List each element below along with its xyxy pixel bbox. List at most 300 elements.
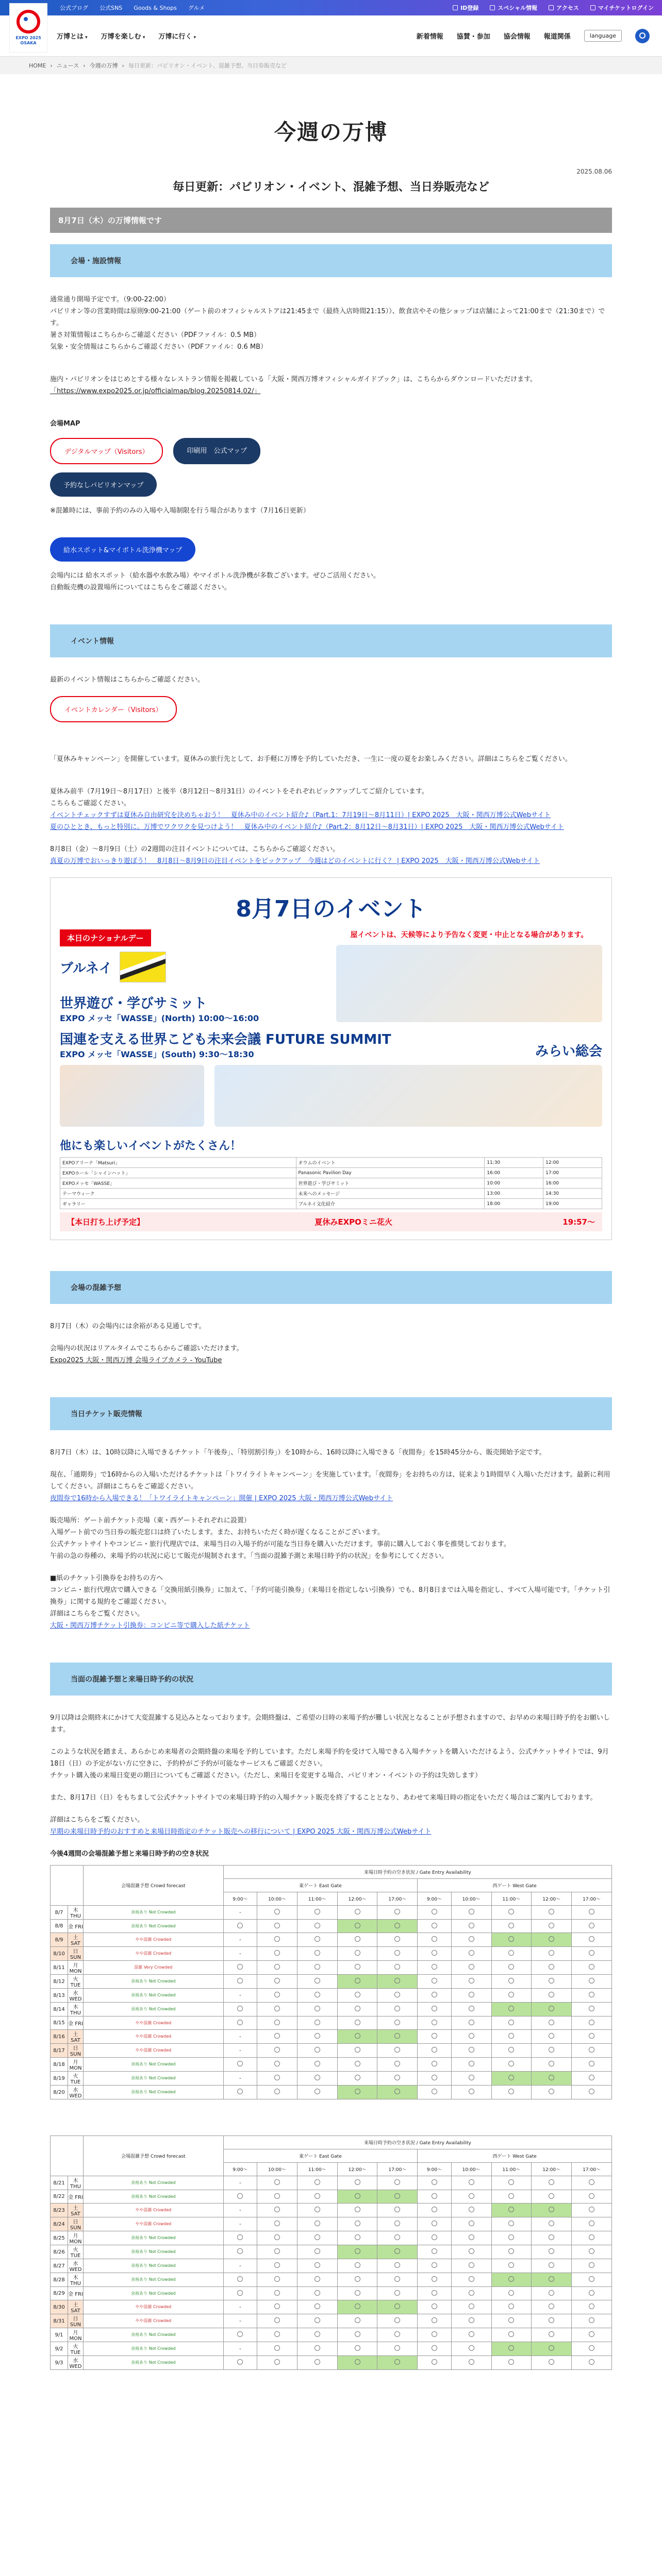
slot-cell[interactable] [418, 2003, 451, 2016]
breadcrumb-home[interactable]: HOME [29, 62, 46, 69]
slot-cell[interactable] [532, 1989, 572, 2003]
slot-cell[interactable] [337, 2030, 377, 2044]
slot-cell[interactable] [491, 2086, 532, 2099]
slot-cell[interactable] [418, 2044, 451, 2058]
slot-cell[interactable] [418, 1961, 451, 1975]
slot-cell[interactable] [337, 2217, 377, 2231]
slot-cell[interactable] [491, 2003, 532, 2016]
slot-cell[interactable] [418, 2245, 451, 2259]
slot-cell[interactable] [337, 2204, 377, 2217]
topbar-link-goods[interactable]: Goods & Shops [134, 4, 177, 11]
slot-cell[interactable] [337, 2273, 377, 2287]
slot-cell[interactable] [532, 2287, 572, 2300]
slot-cell[interactable] [491, 2204, 532, 2217]
slot-cell[interactable] [297, 2287, 337, 2300]
slot-cell[interactable] [491, 2342, 532, 2356]
slot-cell[interactable] [377, 2072, 418, 2086]
slot-cell[interactable] [377, 2030, 418, 2044]
slot-cell[interactable] [377, 2058, 418, 2072]
live-camera-link[interactable]: Expo2025 大阪・関西万博 会場ライブカメラ - YouTube [50, 1357, 222, 1364]
slot-cell[interactable] [451, 2328, 491, 2342]
slot-cell[interactable] [337, 2328, 377, 2342]
slot-cell[interactable] [297, 2058, 337, 2072]
nav-news[interactable]: 新着情報 [416, 33, 443, 41]
slot-cell[interactable] [451, 1989, 491, 2003]
digital-map-button[interactable]: デジタルマップ（Visitors） [50, 438, 163, 464]
slot-cell[interactable] [451, 2287, 491, 2300]
language-select[interactable]: language [584, 30, 622, 42]
slot-cell[interactable] [337, 1975, 377, 1989]
slot-cell[interactable] [572, 1961, 612, 1975]
topbar-myticket-link[interactable]: マイチケットログイン [590, 4, 654, 12]
slot-cell[interactable] [377, 2176, 418, 2190]
slot-cell[interactable] [572, 2086, 612, 2099]
slot-cell[interactable] [572, 2245, 612, 2259]
slot-cell[interactable] [418, 2300, 451, 2314]
slot-cell[interactable] [451, 2003, 491, 2016]
slot-cell[interactable] [532, 1975, 572, 1989]
slot-cell[interactable] [572, 2190, 612, 2204]
slot-cell[interactable] [491, 2072, 532, 2086]
expo-logo[interactable] [9, 3, 47, 53]
slot-cell[interactable] [337, 2287, 377, 2300]
slot-cell[interactable] [491, 2030, 532, 2044]
slot-cell[interactable] [418, 2190, 451, 2204]
slot-cell[interactable] [377, 2231, 418, 2245]
slot-cell[interactable] [297, 2356, 337, 2370]
slot-cell[interactable] [532, 2003, 572, 2016]
slot-cell[interactable] [532, 2300, 572, 2314]
slot-cell[interactable] [491, 2231, 532, 2245]
summer-events-link-1[interactable]: イベントチェックすずは夏休み自由研究を決めちゃおう！ 夏休み中のイベント紹介♪（Part.1：7月19日〜8月11日）| EXPO 2025 大阪・関西万博公式Webサイト [50, 811, 551, 819]
slot-cell[interactable] [418, 1920, 451, 1933]
slot-cell[interactable] [572, 2016, 612, 2030]
nav-press[interactable]: 報道関係 [543, 33, 571, 41]
slot-cell[interactable] [418, 2204, 451, 2217]
nav-enjoy[interactable]: 万博を楽しむ ▾ [101, 31, 145, 41]
slot-cell[interactable] [451, 2231, 491, 2245]
slot-cell[interactable] [257, 2328, 297, 2342]
slot-cell[interactable] [337, 2044, 377, 2058]
slot-cell[interactable] [451, 1906, 491, 1920]
slot-cell[interactable] [491, 2356, 532, 2370]
slot-cell[interactable] [572, 2044, 612, 2058]
slot-cell[interactable] [572, 2328, 612, 2342]
slot-cell[interactable] [297, 1961, 337, 1975]
slot-cell[interactable] [451, 2176, 491, 2190]
slot-cell[interactable] [451, 2204, 491, 2217]
slot-cell[interactable] [418, 2030, 451, 2044]
slot-cell[interactable] [257, 2190, 297, 2204]
slot-cell[interactable] [377, 2342, 418, 2356]
slot-cell[interactable] [451, 1920, 491, 1933]
slot-cell[interactable] [337, 2086, 377, 2099]
slot-cell[interactable] [297, 1906, 337, 1920]
slot-cell[interactable] [532, 2231, 572, 2245]
slot-cell[interactable] [532, 1906, 572, 1920]
slot-cell[interactable] [337, 1920, 377, 1933]
slot-cell[interactable] [491, 2300, 532, 2314]
slot-cell[interactable] [337, 2003, 377, 2016]
slot-cell[interactable] [451, 1975, 491, 1989]
slot-cell[interactable] [572, 2072, 612, 2086]
slot-cell[interactable] [418, 2217, 451, 2231]
slot-cell[interactable] [257, 2273, 297, 2287]
slot-cell[interactable] [418, 2287, 451, 2300]
slot-cell[interactable] [297, 1989, 337, 2003]
slot-cell[interactable] [297, 2259, 337, 2273]
twilight-campaign-link[interactable]: 夜間券で16時から入場できる！「トワイライトキャンペーン」開催 | EXPO 2025 大阪・関西万博公式Webサイト [50, 1495, 393, 1502]
slot-cell[interactable] [532, 1920, 572, 1933]
slot-cell[interactable] [337, 2190, 377, 2204]
slot-cell[interactable] [377, 2016, 418, 2030]
slot-cell[interactable]: - [223, 1947, 257, 1961]
slot-cell[interactable] [337, 2016, 377, 2030]
slot-cell[interactable] [257, 2072, 297, 2086]
slot-cell[interactable] [337, 1906, 377, 1920]
slot-cell[interactable] [257, 2030, 297, 2044]
slot-cell[interactable] [377, 2356, 418, 2370]
slot-cell[interactable] [223, 2356, 257, 2370]
slot-cell[interactable] [297, 2342, 337, 2356]
slot-cell[interactable] [297, 2030, 337, 2044]
slot-cell[interactable] [451, 2259, 491, 2273]
slot-cell[interactable] [377, 1961, 418, 1975]
slot-cell[interactable] [297, 1933, 337, 1947]
slot-cell[interactable] [491, 2259, 532, 2273]
slot-cell[interactable] [572, 1906, 612, 1920]
topbar-link-sns[interactable]: 公式SNS [100, 5, 123, 11]
slot-cell[interactable] [257, 1906, 297, 1920]
slot-cell[interactable] [377, 2259, 418, 2273]
slot-cell[interactable] [532, 2273, 572, 2287]
slot-cell[interactable] [297, 1920, 337, 1933]
slot-cell[interactable] [257, 1975, 297, 1989]
slot-cell[interactable] [337, 2300, 377, 2314]
slot-cell[interactable] [532, 2044, 572, 2058]
slot-cell[interactable] [297, 1975, 337, 1989]
nav-sponsor[interactable]: 協賛・参加 [456, 33, 490, 41]
slot-cell[interactable] [297, 2328, 337, 2342]
slot-cell[interactable] [377, 2204, 418, 2217]
slot-cell[interactable] [297, 2016, 337, 2030]
slot-cell[interactable] [297, 2217, 337, 2231]
slot-cell[interactable] [257, 1920, 297, 1933]
slot-cell[interactable] [377, 2328, 418, 2342]
slot-cell[interactable] [572, 2342, 612, 2356]
slot-cell[interactable] [377, 2300, 418, 2314]
slot-cell[interactable]: - [223, 2314, 257, 2328]
slot-cell[interactable] [337, 2231, 377, 2245]
slot-cell[interactable] [257, 1947, 297, 1961]
slot-cell[interactable] [223, 2016, 257, 2030]
slot-cell[interactable]: - [223, 2217, 257, 2231]
slot-cell[interactable] [377, 1947, 418, 1961]
slot-cell[interactable] [572, 2231, 612, 2245]
slot-cell[interactable] [337, 2314, 377, 2328]
slot-cell[interactable] [337, 2356, 377, 2370]
slot-cell[interactable] [418, 2176, 451, 2190]
slot-cell[interactable] [297, 2245, 337, 2259]
slot-cell[interactable] [491, 1961, 532, 1975]
slot-cell[interactable] [257, 2086, 297, 2099]
slot-cell[interactable] [257, 2314, 297, 2328]
slot-cell[interactable] [491, 2190, 532, 2204]
slot-cell[interactable] [491, 1906, 532, 1920]
slot-cell[interactable]: - [223, 1906, 257, 1920]
slot-cell[interactable] [451, 2300, 491, 2314]
slot-cell[interactable] [257, 2176, 297, 2190]
slot-cell[interactable] [418, 2314, 451, 2328]
slot-cell[interactable] [223, 2328, 257, 2342]
slot-cell[interactable] [532, 1933, 572, 1947]
slot-cell[interactable] [491, 2273, 532, 2287]
slot-cell[interactable] [297, 2072, 337, 2086]
slot-cell[interactable] [491, 2245, 532, 2259]
slot-cell[interactable] [572, 1920, 612, 1933]
slot-cell[interactable] [337, 2342, 377, 2356]
early-reservation-link[interactable]: 早期の来場日時予約のおすすめと来場日時指定のチケット販売への移行について | EXPO 2025 大阪・関西万博公式Webサイト [50, 1828, 432, 1836]
slot-cell[interactable] [377, 2287, 418, 2300]
slot-cell[interactable] [451, 1947, 491, 1961]
topbar-link-gourmet[interactable]: グルメ [188, 5, 205, 11]
slot-cell[interactable] [532, 2058, 572, 2072]
slot-cell[interactable] [491, 2044, 532, 2058]
slot-cell[interactable] [297, 2044, 337, 2058]
topbar-id-link[interactable]: ID登録 [453, 4, 478, 12]
nav-visit[interactable]: 万博に行く ▾ [158, 31, 196, 41]
slot-cell[interactable] [451, 2217, 491, 2231]
slot-cell[interactable] [532, 2176, 572, 2190]
slot-cell[interactable] [491, 1989, 532, 2003]
slot-cell[interactable] [297, 2003, 337, 2016]
slot-cell[interactable] [297, 1947, 337, 1961]
slot-cell[interactable] [223, 2273, 257, 2287]
slot-cell[interactable] [491, 1975, 532, 1989]
slot-cell[interactable] [297, 2300, 337, 2314]
slot-cell[interactable] [418, 2058, 451, 2072]
slot-cell[interactable] [337, 2245, 377, 2259]
slot-cell[interactable] [532, 2328, 572, 2342]
slot-cell[interactable] [491, 2217, 532, 2231]
nav-association[interactable]: 協会情報 [503, 33, 531, 41]
slot-cell[interactable] [572, 2030, 612, 2044]
slot-cell[interactable] [418, 1989, 451, 2003]
slot-cell[interactable] [572, 2217, 612, 2231]
slot-cell[interactable]: - [223, 2176, 257, 2190]
slot-cell[interactable]: - [223, 2300, 257, 2314]
slot-cell[interactable] [572, 1975, 612, 1989]
slot-cell[interactable] [532, 2190, 572, 2204]
slot-cell[interactable] [572, 2204, 612, 2217]
slot-cell[interactable] [418, 2273, 451, 2287]
slot-cell[interactable] [297, 2190, 337, 2204]
slot-cell[interactable] [257, 2204, 297, 2217]
slot-cell[interactable] [572, 1989, 612, 2003]
slot-cell[interactable] [451, 2086, 491, 2099]
slot-cell[interactable] [377, 1975, 418, 1989]
slot-cell[interactable] [418, 1933, 451, 1947]
slot-cell[interactable] [451, 2044, 491, 2058]
slot-cell[interactable] [418, 2259, 451, 2273]
slot-cell[interactable] [337, 1961, 377, 1975]
slot-cell[interactable] [297, 2273, 337, 2287]
slot-cell[interactable] [257, 1933, 297, 1947]
slot-cell[interactable] [451, 2245, 491, 2259]
slot-cell[interactable] [532, 2314, 572, 2328]
search-icon[interactable] [635, 29, 650, 43]
slot-cell[interactable] [418, 1975, 451, 1989]
slot-cell[interactable] [532, 2259, 572, 2273]
slot-cell[interactable] [223, 2058, 257, 2072]
slot-cell[interactable] [532, 2245, 572, 2259]
slot-cell[interactable] [377, 2086, 418, 2099]
slot-cell[interactable] [572, 2273, 612, 2287]
slot-cell[interactable] [257, 2058, 297, 2072]
slot-cell[interactable] [572, 2176, 612, 2190]
slot-cell[interactable] [257, 2287, 297, 2300]
slot-cell[interactable] [257, 1989, 297, 2003]
slot-cell[interactable] [491, 2016, 532, 2030]
slot-cell[interactable] [223, 2245, 257, 2259]
slot-cell[interactable] [223, 2003, 257, 2016]
slot-cell[interactable] [491, 2176, 532, 2190]
slot-cell[interactable] [451, 2342, 491, 2356]
slot-cell[interactable] [451, 2016, 491, 2030]
slot-cell[interactable] [418, 2356, 451, 2370]
slot-cell[interactable] [491, 2328, 532, 2342]
event-calendar-button[interactable]: イベントカレンダー（Visitors） [50, 696, 177, 722]
breadcrumb-weekly[interactable]: 今週の万博 [89, 62, 118, 69]
slot-cell[interactable] [451, 2190, 491, 2204]
slot-cell[interactable] [451, 2058, 491, 2072]
slot-cell[interactable] [297, 2314, 337, 2328]
slot-cell[interactable] [297, 2231, 337, 2245]
slot-cell[interactable] [337, 1989, 377, 2003]
slot-cell[interactable] [337, 2176, 377, 2190]
topbar-special-link[interactable]: スペシャル情報 [490, 4, 537, 12]
water-spot-map-button[interactable]: 給水スポット&マイボトル洗浄機マップ [50, 537, 195, 562]
slot-cell[interactable] [532, 2342, 572, 2356]
slot-cell[interactable] [223, 1961, 257, 1975]
slot-cell[interactable] [377, 2217, 418, 2231]
slot-cell[interactable] [257, 2016, 297, 2030]
slot-cell[interactable] [572, 1933, 612, 1947]
slot-cell[interactable] [377, 1906, 418, 1920]
slot-cell[interactable] [418, 2072, 451, 2086]
slot-cell[interactable] [572, 2300, 612, 2314]
slot-cell[interactable] [297, 2204, 337, 2217]
map-guide-link[interactable]: 「https://www.expo2025.or.jp/officialmap/blog.20250814.02/」 [50, 387, 261, 395]
slot-cell[interactable] [572, 2314, 612, 2328]
slot-cell[interactable] [223, 2190, 257, 2204]
slot-cell[interactable] [572, 2287, 612, 2300]
slot-cell[interactable]: - [223, 2259, 257, 2273]
slot-cell[interactable] [532, 2204, 572, 2217]
slot-cell[interactable]: - [223, 2030, 257, 2044]
slot-cell[interactable]: - [223, 2044, 257, 2058]
no-reserve-map-button[interactable]: 予約なしパビリオンマップ [50, 472, 157, 497]
slot-cell[interactable] [532, 2356, 572, 2370]
summer-events-link-2[interactable]: 夏のひととき、もっと特別に。万博でワクワクを見つけよう！ 夏休み中のイベント紹介♪（Part.2：8月12日〜8月31日）| EXPO 2025 大阪・関西万博公式Webサイト [50, 823, 564, 831]
slot-cell[interactable] [337, 1933, 377, 1947]
slot-cell[interactable] [337, 2259, 377, 2273]
slot-cell[interactable] [572, 2356, 612, 2370]
print-map-button[interactable]: 印刷用 公式マップ [173, 438, 260, 464]
slot-cell[interactable] [223, 2287, 257, 2300]
breadcrumb-news[interactable]: ニュース [56, 62, 79, 69]
slot-cell[interactable] [491, 1933, 532, 1947]
slot-cell[interactable] [451, 1961, 491, 1975]
slot-cell[interactable] [418, 2016, 451, 2030]
slot-cell[interactable] [257, 2245, 297, 2259]
slot-cell[interactable] [491, 2287, 532, 2300]
slot-cell[interactable]: - [223, 1989, 257, 2003]
slot-cell[interactable]: - [223, 2204, 257, 2217]
slot-cell[interactable] [418, 2086, 451, 2099]
slot-cell[interactable] [297, 2086, 337, 2099]
slot-cell[interactable] [418, 2231, 451, 2245]
topbar-link-blog[interactable]: 公式ブログ [60, 5, 88, 11]
slot-cell[interactable] [418, 1906, 451, 1920]
slot-cell[interactable] [377, 2044, 418, 2058]
slot-cell[interactable] [491, 2314, 532, 2328]
weekly-events-link[interactable]: 真夏の万博でおいっきり遊ぼう！ 8月8日〜8月9日の注目イベントをピックアップ 今週はどのイベントに行く？ | EXPO 2025 大阪・関西万博公式Webサイト [50, 857, 540, 865]
slot-cell[interactable] [532, 2086, 572, 2099]
slot-cell[interactable] [451, 2072, 491, 2086]
slot-cell[interactable] [451, 2273, 491, 2287]
slot-cell[interactable] [418, 2328, 451, 2342]
slot-cell[interactable] [418, 2342, 451, 2356]
slot-cell[interactable] [377, 2003, 418, 2016]
topbar-access-link[interactable]: アクセス [549, 4, 579, 12]
slot-cell[interactable] [451, 2314, 491, 2328]
slot-cell[interactable] [532, 2016, 572, 2030]
slot-cell[interactable] [491, 2058, 532, 2072]
slot-cell[interactable] [337, 2072, 377, 2086]
slot-cell[interactable] [451, 2356, 491, 2370]
nav-about[interactable]: 万博とは ▾ [57, 31, 88, 41]
slot-cell[interactable] [377, 2314, 418, 2328]
slot-cell[interactable] [491, 1947, 532, 1961]
paper-ticket-link[interactable]: 大阪・関西万博チケット引換券：コンビニ等で購入した紙チケット [50, 1622, 250, 1630]
slot-cell[interactable] [451, 1933, 491, 1947]
slot-cell[interactable] [257, 2217, 297, 2231]
slot-cell[interactable] [257, 2300, 297, 2314]
slot-cell[interactable] [418, 1947, 451, 1961]
slot-cell[interactable] [572, 2003, 612, 2016]
slot-cell[interactable] [257, 2003, 297, 2016]
slot-cell[interactable] [377, 1933, 418, 1947]
slot-cell[interactable] [223, 1975, 257, 1989]
slot-cell[interactable] [377, 2273, 418, 2287]
slot-cell[interactable] [532, 2072, 572, 2086]
slot-cell[interactable] [377, 2190, 418, 2204]
slot-cell[interactable] [377, 1989, 418, 2003]
slot-cell[interactable] [572, 2259, 612, 2273]
slot-cell[interactable] [257, 2356, 297, 2370]
slot-cell[interactable] [257, 1961, 297, 1975]
slot-cell[interactable]: - [223, 2342, 257, 2356]
slot-cell[interactable] [223, 2231, 257, 2245]
slot-cell[interactable] [223, 2086, 257, 2099]
slot-cell[interactable] [532, 2217, 572, 2231]
slot-cell[interactable] [491, 1920, 532, 1933]
slot-cell[interactable] [572, 2058, 612, 2072]
slot-cell[interactable] [532, 2030, 572, 2044]
slot-cell[interactable] [257, 2342, 297, 2356]
slot-cell[interactable] [451, 2030, 491, 2044]
